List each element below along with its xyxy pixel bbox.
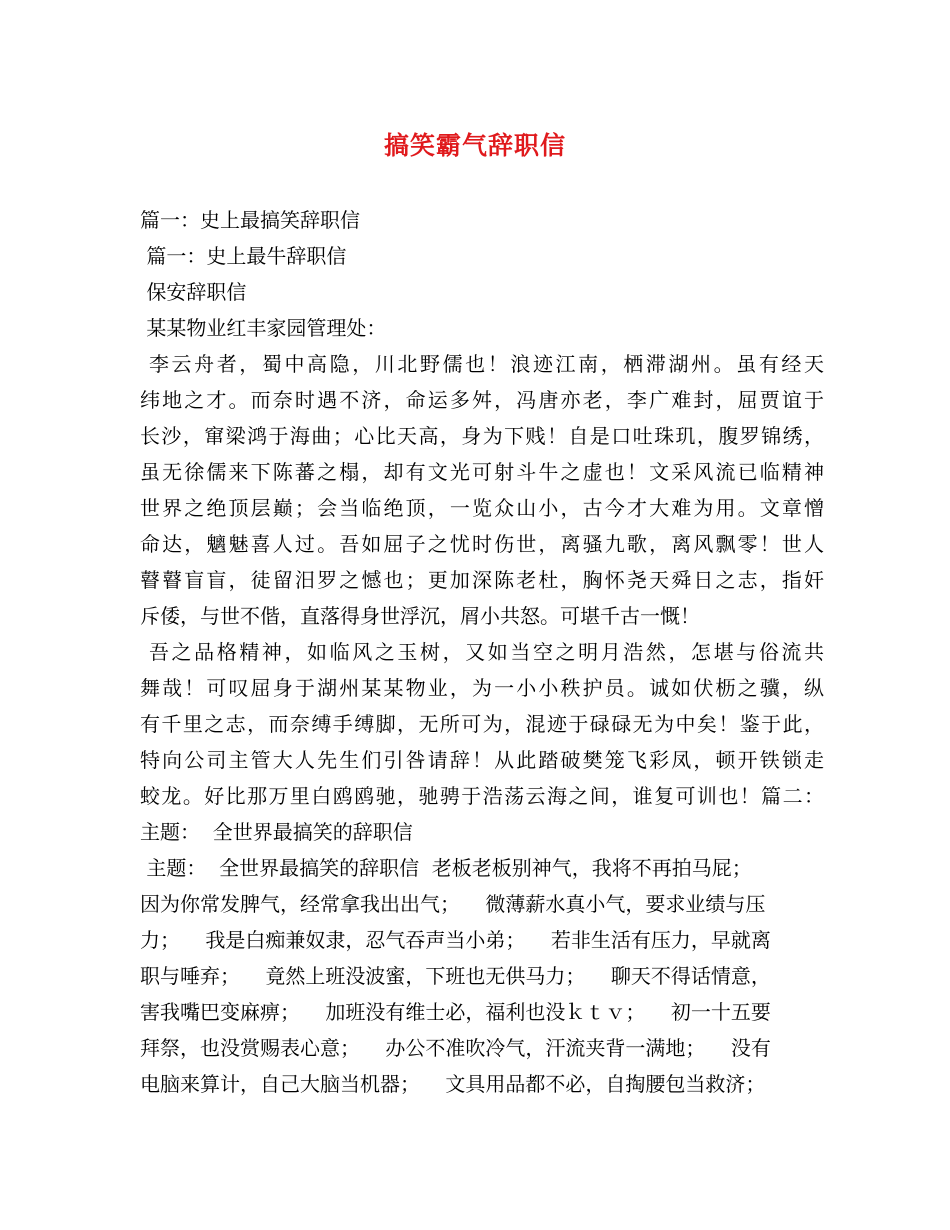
paragraph-line: 主题： 全世界最搞笑的辞职信 老板老板别神气，我将不再拍马屁； xyxy=(140,856,752,880)
paragraph-line: 吾之品格精神，如临风之玉树，又如当空之明月浩然，怎堪与俗流共 xyxy=(140,640,824,664)
paragraph-line: 纬地之才。而奈时遇不济，命运多舛，冯唐亦老，李广难封，屈贾谊于 xyxy=(140,388,824,412)
paragraph-line: 虽无徐儒来下陈蕃之榻，却有文光可射斗牛之虚也！文采风流已临精神 xyxy=(140,460,824,484)
paragraph-line: 力； 我是白痴兼奴隶，忍气吞声当小弟； 若非生活有压力，早就离 xyxy=(140,928,771,952)
paragraph-line: 电脑来算计，自己大脑当机器； 文具用品都不必，自掏腰包当救济； xyxy=(140,1072,766,1096)
paragraph-line: 特向公司主管大人先生们引咎请辞！从此踏破樊笼飞彩凤，顿开铁锁走 xyxy=(140,748,824,772)
document-title: 搞笑霸气辞职信 xyxy=(383,131,566,160)
paragraph-line: 命达，魑魅喜人过。吾如屈子之忧时伤世，离骚九歌，离风飘零！世人 xyxy=(140,532,824,556)
paragraph-line: 有千里之志，而奈缚手缚脚，无所可为，混迹于碌碌无为中矣！鉴于此， xyxy=(140,712,824,736)
paragraph-line: 世界之绝顶层巅；会当临绝顶，一览众山小，古今才大难为用。文章憎 xyxy=(140,496,824,520)
section-heading: 篇一：史上最搞笑辞职信 xyxy=(140,208,360,232)
paragraph-line: 李云舟者，蜀中高隐，川北野儒也！浪迹江南，栖滞湖州。虽有经天 xyxy=(140,352,824,376)
paragraph-line: 瞽瞽盲盲，徒留汨罗之憾也；更加深陈老杜，胸怀尧天舜日之志，指奸 xyxy=(140,568,824,592)
paragraph-line: 斥倭，与世不偕，直落得身世浮沉，屑小共怒。可堪千古一慨！ xyxy=(140,604,700,628)
paragraph-line: 害我嘴巴变麻痹； 加班没有维士必，福利也没ｋｔｖ； 初一十五要 xyxy=(140,1000,771,1024)
paragraph-line: 蛟龙。好比那万里白鸥鸥驰，驰骋于浩荡云海之间，谁复可训也！篇二： xyxy=(140,784,824,808)
paragraph-line: 舞哉！可叹屈身于湖州某某物业，为一小小秩护员。诚如伏枥之骥，纵 xyxy=(140,676,824,700)
letter-title: 保安辞职信 xyxy=(140,280,247,304)
letter-recipient: 某某物业红丰家园管理处： xyxy=(140,316,387,340)
paragraph-line: 长沙，窜梁鸿于海曲；心比天高，身为下贱！自是口吐珠玑，腹罗锦绣， xyxy=(140,424,824,448)
paragraph-line: 职与唾弃； 竟然上班没波蜜，下班也无供马力； 聊天不得话情意， xyxy=(140,964,771,988)
paragraph-line: 拜祭，也没赏赐表心意； 办公不准吹冷气，汗流夹背一满地； 没有 xyxy=(140,1036,771,1060)
paragraph-line: 主题： 全世界最搞笑的辞职信 xyxy=(140,820,413,844)
document-body xyxy=(140,202,824,1102)
paragraph-line: 因为你常发脾气，经常拿我出出气； 微薄薪水真小气，要求业绩与压 xyxy=(140,892,766,916)
sub-heading: 篇一：史上最牛辞职信 xyxy=(140,244,347,268)
